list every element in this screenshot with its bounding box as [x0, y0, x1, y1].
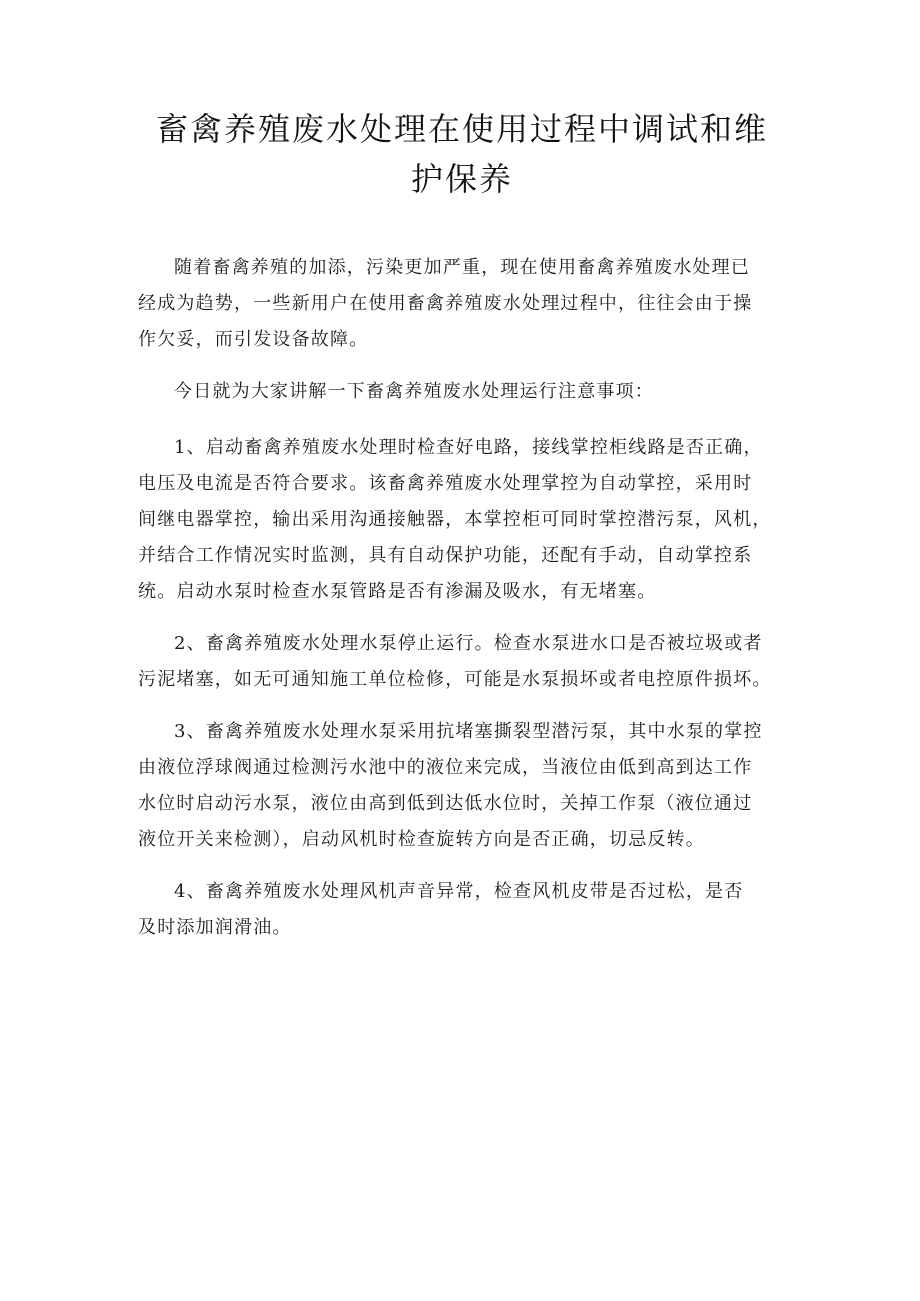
paragraph-line: 由液位浮球阀通过检测污水池中的液位来完成，当液位由低到高到达工作 [138, 757, 753, 778]
paragraph-item-1 [138, 430, 786, 610]
paragraph-line: 水位时启动污水泵，液位由高到低到达低水位时，关掉工作泵（液位通过 [138, 793, 753, 814]
paragraph-line: 今日就为大家讲解一下畜禽养殖废水处理运行注意事项： [174, 381, 654, 402]
paragraph-line: 2、畜禽养殖废水处理水泵停止运行。检查水泵进水口是否被垃圾或者 [174, 633, 763, 654]
paragraph-item-2 [138, 626, 786, 698]
paragraph-line: 电压及电流是否符合要求。该畜禽养殖废水处理掌控为自动掌控，采用时 [138, 473, 753, 494]
paragraph-line: 污泥堵塞，如无可通知施工单位检修，可能是水泵损坏或者电控原件损坏。 [138, 669, 772, 690]
paragraph-line: 4、畜禽养殖废水处理风机声音异常，检查风机皮带是否过松，是否 [174, 881, 744, 902]
paragraph-line: 随着畜禽养殖的加添，污染更加严重，现在使用畜禽养殖废水处理已 [174, 257, 750, 278]
paragraph-line: 3、畜禽养殖废水处理水泵采用抗堵塞撕裂型潜污泵，其中水泵的掌控 [174, 721, 763, 742]
paragraph-line: 统。启动水泵时检查水泵管路是否有渗漏及吸水，有无堵塞。 [138, 581, 657, 602]
document-body [138, 250, 786, 946]
paragraph-line: 作欠妥，而引发设备故障。 [138, 329, 369, 350]
paragraph-item-4 [138, 874, 786, 946]
paragraph-line: 及时添加润滑油。 [138, 917, 292, 938]
paragraph-line: 液位开关来检测），启动风机时检查旋转方向是否正确，切忌反转。 [138, 829, 705, 850]
title-line-1: 畜禽养殖废水处理在使用过程中调试和维 [155, 110, 768, 148]
paragraph-item-3 [138, 714, 786, 858]
title-line-2: 护保养 [410, 160, 513, 198]
paragraph-line: 1、启动畜禽养殖废水处理时检查好电路，接线掌控柜线路是否正确， [174, 437, 763, 458]
paragraph-line: 并结合工作情况实时监测，具有自动保护功能，还配有手动，自动掌控系 [138, 545, 753, 566]
document-title [138, 104, 786, 204]
paragraph-intro [138, 250, 786, 358]
paragraph-line: 间继电器掌控，输出采用沟通接触器，本掌控柜可同时掌控潜污泵，风机， [138, 509, 772, 530]
paragraph-line: 经成为趋势，一些新用户在使用畜禽养殖废水处理过程中，往往会由于操 [138, 293, 753, 314]
paragraph-lead [138, 374, 786, 410]
